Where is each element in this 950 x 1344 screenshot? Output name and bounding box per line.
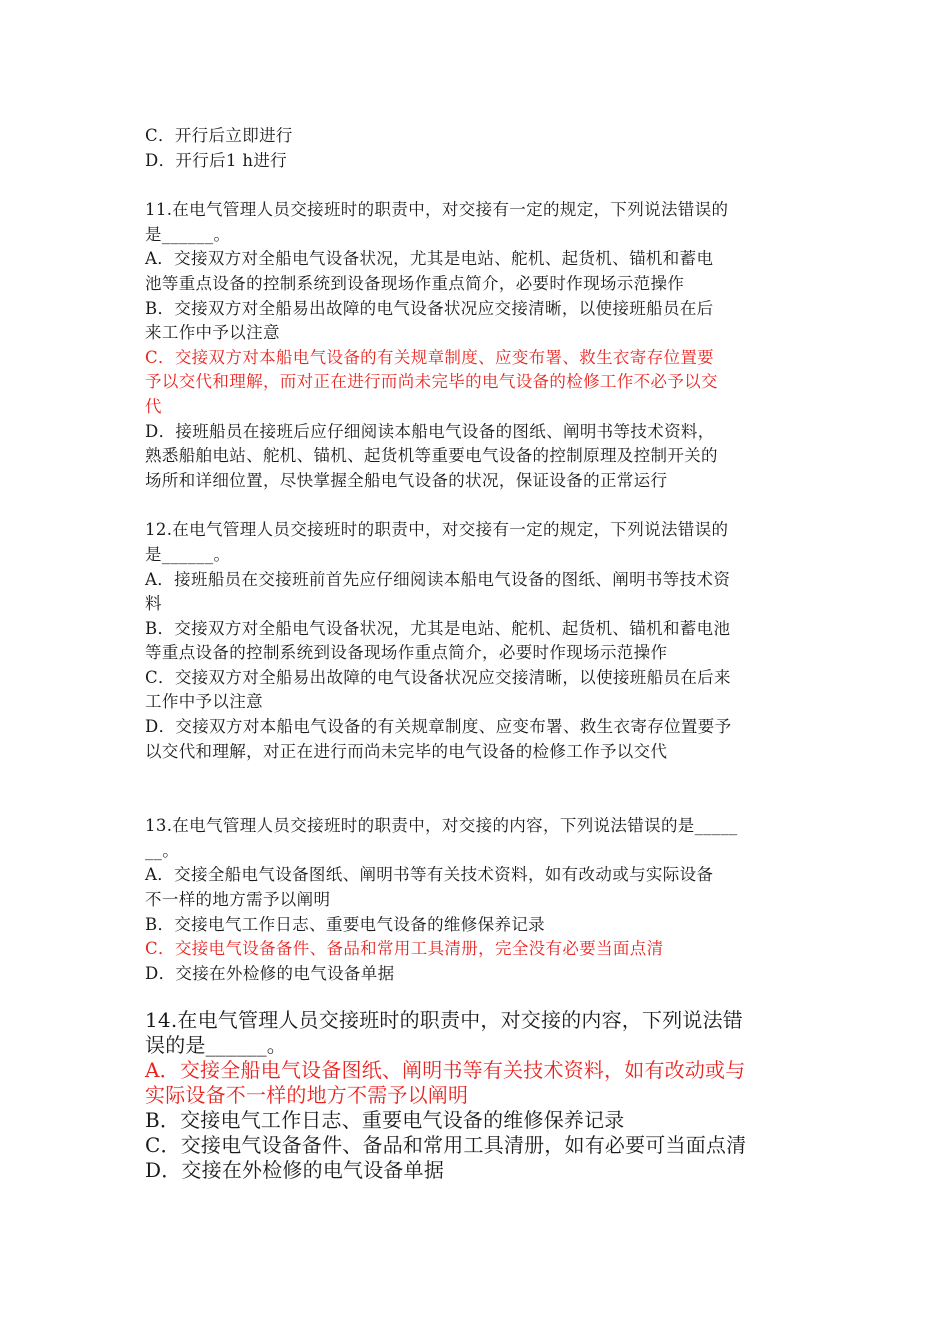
q13-option-b (145, 913, 810, 938)
q12-option-c (145, 666, 810, 715)
q14-stem-line: 14.在电气管理人员交接班时的职责中，对交接的内容，下列说法错 (145, 1008, 744, 1033)
q11-stem-line: 是______。 (145, 224, 231, 244)
q12-stem-line: 12.在电气管理人员交接班时的职责中，对交接有一定的规定，下列说法错误的 (145, 520, 729, 540)
q12-option-b-line: 等重点设备的控制系统到设备现场作重点简介，必要时作现场示范操作 (145, 643, 668, 663)
q12-option-c-line: C．交接双方对全船易出故障的电气设备状况应交接清晰，以使接班船员在后来 (145, 667, 731, 687)
question-14 (145, 1008, 810, 1183)
q11-stem (145, 198, 810, 247)
q12-option-b-line: B．交接双方对全船电气设备状况，尤其是电站、舵机、起货机、锚机和蓄电池 (145, 618, 731, 638)
q10-options (145, 124, 810, 173)
q11-option-d (145, 420, 810, 494)
q14-option-d-line: D．交接在外检修的电气设备单据 (145, 1158, 445, 1183)
q12-stem (145, 518, 810, 567)
question-12 (145, 518, 810, 764)
question-13 (145, 814, 810, 986)
q11-option-c-answer (145, 346, 810, 420)
q13-option-b-line: B．交接电气工作日志、重要电气设备的维修保养记录 (145, 914, 546, 934)
q12-option-d (145, 715, 810, 764)
q13-option-c-answer (145, 937, 810, 962)
q12-option-a-line: A．接班船员在交接班前首先应仔细阅读本船电气设备的图纸、阐明书等技术资 (145, 569, 731, 589)
q13-option-a (145, 863, 810, 912)
q14-option-a-line: 实际设备不一样的地方不需予以阐明 (145, 1083, 469, 1108)
q12-option-a-line: 料 (145, 594, 162, 614)
q12-option-d-line: 以交代和理解，对正在进行而尚未完毕的电气设备的检修工作予以交代 (145, 741, 668, 761)
q11-option-d-line: 熟悉船舶电站、舵机、锚机、起货机等重要电气设备的控制原理及控制开关的 (145, 446, 718, 466)
question-11 (145, 198, 810, 493)
q12-option-b (145, 617, 810, 666)
q13-stem (145, 814, 810, 863)
q11-option-d-line: 场所和详细位置，尽快掌握全船电气设备的状况，保证设备的正常运行 (145, 470, 668, 490)
q13-option-d (145, 962, 810, 987)
q11-option-c-line: C．交接双方对本船电气设备的有关规章制度、应变布署、救生衣寄存位置要 (145, 347, 715, 367)
q10-option-d: D．开行后1 h进行 (145, 150, 288, 170)
q14-option-a-line: A．交接全船电气设备图纸、阐明书等有关技术资料，如有改动或与 (145, 1058, 746, 1083)
q13-stem-line: 13.在电气管理人员交接班时的职责中，对交接的内容，下列说法错误的是_____ (145, 816, 738, 836)
q13-option-a-line: 不一样的地方需予以阐明 (145, 890, 331, 910)
q11-option-a-line: 池等重点设备的控制系统到设备现场作重点简介，必要时作现场示范操作 (145, 273, 685, 293)
q14-option-b-line: B．交接电气工作日志、重要电气设备的维修保养记录 (145, 1108, 625, 1133)
q10-option-c: C．开行后立即进行 (145, 126, 293, 145)
q11-stem-line: 11.在电气管理人员交接班时的职责中，对交接有一定的规定，下列说法错误的 (145, 200, 729, 220)
q12-stem-line: 是______。 (145, 544, 231, 564)
q14-option-a-answer (145, 1058, 810, 1108)
q11-option-a-line: A．交接双方对全船电气设备状况，尤其是电站、舵机、起货机、锚机和蓄电 (145, 249, 714, 269)
q14-option-c (145, 1133, 810, 1158)
q14-stem-line: 误的是______。 (145, 1033, 287, 1058)
q13-option-a-line: A．交接全船电气设备图纸、阐明书等有关技术资料，如有改动或与实际设备 (145, 865, 714, 885)
q13-stem-line: __。 (145, 840, 180, 860)
q11-option-b-line: 来工作中予以注意 (145, 323, 280, 343)
q14-option-d (145, 1158, 810, 1183)
q12-option-a (145, 568, 810, 617)
q12-option-d-line: D．交接双方对本船电气设备的有关规章制度、应变布署、救生衣寄存位置要予 (145, 717, 732, 737)
q14-stem (145, 1008, 810, 1058)
q11-option-b (145, 297, 810, 346)
q12-option-c-line: 工作中予以注意 (145, 692, 263, 712)
q14-option-c-line: C．交接电气设备备件、备品和常用工具清册，如有必要可当面点清 (145, 1133, 747, 1158)
document-page (145, 124, 810, 1183)
q11-option-c-line: 代 (145, 396, 162, 416)
q11-option-b-line: B．交接双方对全船易出故障的电气设备状况应交接清晰，以使接班船员在后 (145, 298, 714, 318)
q13-option-c-line: C．交接电气设备备件、备品和常用工具清册，完全没有必要当面点清 (145, 939, 664, 959)
q11-option-c-line: 予以交代和理解，而对正在进行而尚未完毕的电气设备的检修工作不必予以交 (145, 372, 718, 392)
q14-option-b (145, 1108, 810, 1133)
q11-option-d-line: D．接班船员在接班后应仔细阅读本船电气设备的图纸、阐明书等技术资料， (145, 421, 715, 441)
q11-option-a (145, 247, 810, 296)
q13-option-d-line: D．交接在外检修的电气设备单据 (145, 963, 395, 983)
